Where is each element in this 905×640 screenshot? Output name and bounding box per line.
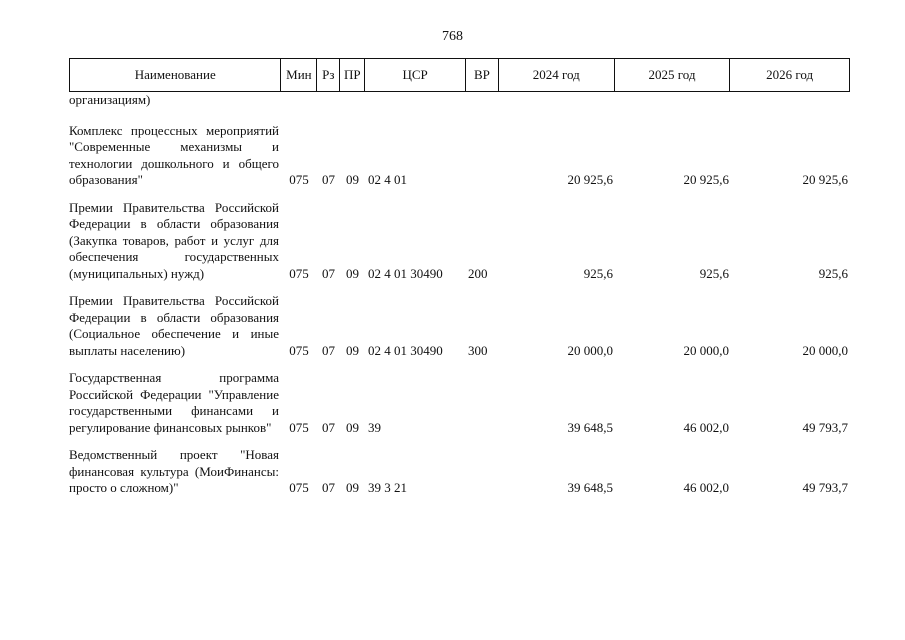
row-rz: 07 — [322, 480, 335, 495]
row-rz: 07 — [322, 342, 335, 358]
row-pr: 09 — [346, 172, 359, 187]
row-2025: 46 002,0 — [683, 419, 729, 435]
row-vr: 200 — [468, 265, 488, 281]
row-2024: 39 648,5 — [567, 480, 613, 495]
table-row — [69, 200, 850, 283]
table-body — [69, 92, 850, 508]
table-row — [69, 293, 850, 359]
row-pr: 09 — [346, 342, 359, 358]
row-2024: 925,6 — [583, 265, 613, 281]
row-name: Ведомственный проект "Новая финансовая культура (МоиФинансы: просто о сложном)" — [69, 447, 279, 495]
row-2024: 20 000,0 — [567, 342, 613, 358]
row-2024: 39 648,5 — [567, 419, 613, 435]
row-pr: 09 — [346, 265, 359, 281]
table-row — [69, 447, 850, 497]
row-2026: 20 925,6 — [802, 172, 848, 187]
row-pr: 09 — [346, 480, 359, 495]
row-2026: 49 793,7 — [802, 480, 848, 495]
row-rz: 07 — [322, 419, 335, 435]
row-2025: 20 000,0 — [683, 342, 729, 358]
row-min: 075 — [289, 342, 309, 358]
header-min: Мин — [281, 59, 317, 91]
page-number: 768 — [442, 29, 463, 44]
header-pr: ПР — [340, 59, 365, 91]
row-pr: 09 — [346, 419, 359, 435]
row-name: Премии Правительства Российской Федерации в области образования (Социальное обеспечение и иные выплаты населению) — [69, 293, 279, 358]
row-2025: 925,6 — [699, 265, 729, 281]
table-header — [69, 58, 850, 92]
row-vr: 300 — [468, 342, 488, 358]
row-min: 075 — [289, 419, 309, 435]
row-csr: 02 4 01 30490 — [368, 265, 443, 281]
row-continuation-text: организациям) — [69, 92, 151, 107]
row-2026: 49 793,7 — [802, 419, 848, 435]
header-name: Наименование — [70, 59, 281, 91]
row-2025: 46 002,0 — [683, 480, 729, 495]
row-min: 075 — [289, 265, 309, 281]
row-csr: 02 4 01 30490 — [368, 342, 443, 358]
row-rz: 07 — [322, 265, 335, 281]
header-rz: Рз — [317, 59, 340, 91]
row-min: 075 — [289, 480, 309, 495]
row-csr: 39 — [368, 419, 381, 435]
header-2025: 2025 год — [615, 59, 731, 91]
row-csr: 02 4 01 — [368, 172, 407, 187]
row-rz: 07 — [322, 172, 335, 187]
header-2024: 2024 год — [499, 59, 615, 91]
table-row-continuation — [69, 92, 850, 109]
row-min: 075 — [289, 172, 309, 187]
row-name: Премии Правительства Российской Федерации в области образования (Закупка товаров, работ и услуг для обеспечения государственных (муниципальных) нужд) — [69, 199, 279, 281]
row-2026: 925,6 — [818, 265, 848, 281]
row-2025: 20 925,6 — [683, 172, 729, 187]
table-row — [69, 123, 850, 189]
table-row — [69, 370, 850, 436]
header-vr: ВР — [466, 59, 499, 91]
header-2026: 2026 год — [766, 67, 814, 82]
row-name: Государственная программа Российской Федерации "Управление государственными финансами и регулирование финансовых рынков" — [69, 370, 279, 435]
row-name: Комплекс процессных мероприятий "Современные механизмы и технологии дошкольного и общего образования" — [69, 122, 279, 187]
row-csr: 39 3 21 — [368, 480, 407, 495]
row-2026: 20 000,0 — [802, 342, 848, 358]
header-csr: ЦСР — [365, 59, 466, 91]
row-2024: 20 925,6 — [567, 172, 613, 187]
